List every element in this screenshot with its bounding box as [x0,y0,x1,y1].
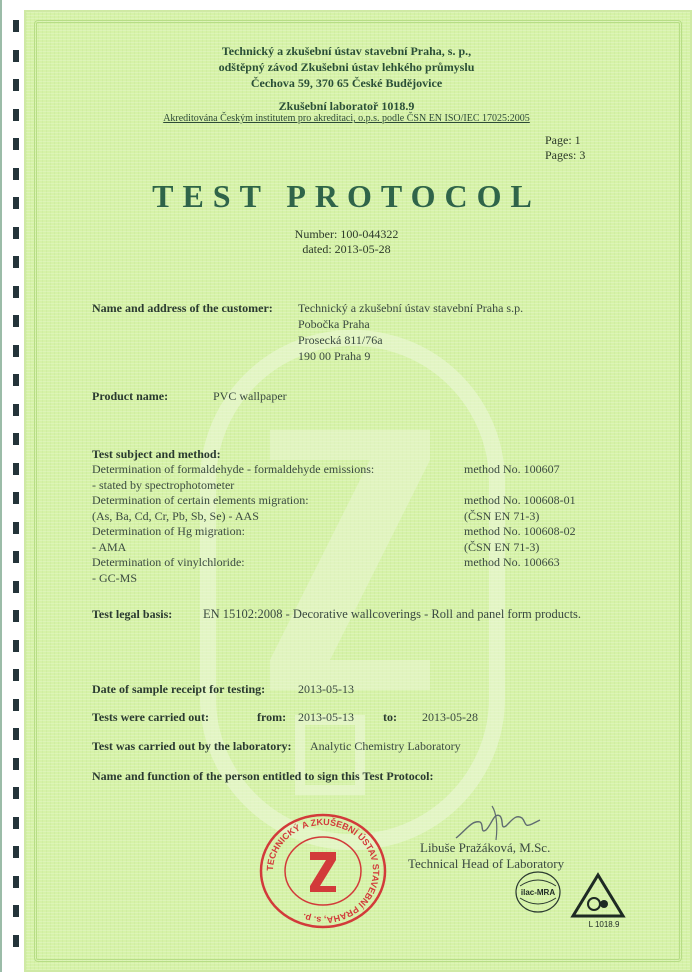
institute-line1: Technický a zkušební ústav stavební Praha, s. p., [221,44,472,58]
binding-hole [13,876,19,888]
laboratory-value: Analytic Chemistry Laboratory [310,739,461,753]
binding-hole [13,256,19,268]
svg-text:L 1018.9: L 1018.9 [588,920,620,929]
binding-hole [13,286,19,298]
product-label: Product name: [92,389,169,403]
test-method-description: - stated by spectrophotometer [92,477,235,492]
binding-hole [13,315,19,327]
to-label: to: [383,710,397,724]
customer-label: Name and address of the customer: [92,301,273,315]
binding-hole [13,138,19,150]
test-method-number: method No. 100608-02 [464,524,576,538]
binding-holes [10,20,22,960]
test-method-description: - GC-MS [92,570,138,585]
ilac-mra-logo [514,870,562,914]
accreditation-mark-icon [570,872,626,930]
institute-line2: odštěpný závod Zkušebnі ústav lehkého průmyslu [218,60,475,74]
binding-hole [13,374,19,386]
customer-line: Prosecká 811/76a [298,333,383,347]
binding-hole [13,640,19,652]
tests-carried-out-label: Tests were carried out: [92,710,209,724]
binding-hole [13,345,19,357]
legal-basis-label: Test legal basis: [92,607,173,621]
sample-receipt-label: Date of sample receipt for testing: [92,682,266,696]
customer-line: Technický a zkušební ústav stavební Praha s.p. [298,301,524,315]
from-label: from: [257,710,287,724]
legal-basis-value: EN 15102:2008 - Decorative wallcoverings - Roll and panel form products. [203,607,582,621]
binding-hole [13,522,19,534]
test-method-description: Determination of vinylchloride: [92,555,245,569]
laboratory-label: Test was carried out by the laboratory: [92,739,292,753]
test-method-number: method No. 100608-01 [464,493,576,507]
customer-line: 190 00 Praha 9 [298,349,371,363]
test-method-description: - AMA [92,539,127,554]
binding-hole [13,669,19,681]
signatory-function: Technical Head of Laboratory [408,856,565,871]
laboratory-number: Zkušební laboratoř 1018.9 [278,99,415,113]
test-method-description: Determination of certain elements migration: [92,493,309,507]
paper-edge [0,0,2,972]
test-method-number: (ČSN EN 71-3) [464,539,540,554]
binding-hole [13,20,19,32]
binding-hole [13,551,19,563]
document-title: TEST PROTOCOL [152,178,541,214]
page-count: Pages: 3 [545,148,586,162]
product-value: PVC wallpaper [213,389,287,403]
svg-text:ilac-MRA: ilac-MRA [520,888,556,897]
binding-hole [13,463,19,475]
binding-hole [13,905,19,917]
binding-hole [13,846,19,858]
to-date: 2013-05-28 [422,710,478,724]
binding-hole [13,758,19,770]
binding-hole [13,492,19,504]
accreditation-line: Akreditována Českým institutem pro akreditaci, o.p.s. podle ČSN EN ISO/IEC 17025:2005 [163,113,530,124]
page-number: Page: 1 [545,133,581,147]
institute-address: Čechova 59, 370 65 České Budějovice [250,76,443,90]
binding-hole [13,404,19,416]
test-subject-label: Test subject and method: [92,447,221,461]
customer-line: Pobočka Praha [298,317,370,331]
protocol-number: Number: 100-044322 [294,227,399,241]
from-date: 2013-05-13 [298,710,354,724]
signatory-name: Libuše Pražáková, M.Sc. [420,840,551,855]
test-method-number: method No. 100663 [464,555,560,569]
protocol-date: dated: 2013-05-28 [302,242,391,256]
svg-text:TECHNICKÝ A ZKUŠEBNÍ ÚSTAV STA: TECHNICKÝ A ZKUŠEBNÍ ÚSTAV STAVEBNÍ PRAHA, s. p. [264,816,382,926]
binding-hole [13,935,19,947]
binding-hole [13,787,19,799]
binding-hole [13,699,19,711]
test-method-description: Determination of Hg migration: [92,524,245,538]
official-stamp [258,812,388,930]
test-method-number: (ČSN EN 71-3) [464,508,540,523]
signatory-label: Name and function of the person entitled to sign this Test Protocol: [92,769,434,783]
binding-hole [13,817,19,829]
binding-hole [13,610,19,622]
test-method-description: Determination of formaldehyde - formaldehyde emissions: [92,462,375,476]
test-method-description: (As, Ba, Cd, Cr, Pb, Sb, Se) - AAS [92,508,259,523]
sample-receipt-date: 2013-05-13 [298,682,354,696]
test-method-number: method No. 100607 [464,462,560,476]
binding-hole [13,433,19,445]
binding-hole [13,581,19,593]
binding-hole [13,728,19,740]
